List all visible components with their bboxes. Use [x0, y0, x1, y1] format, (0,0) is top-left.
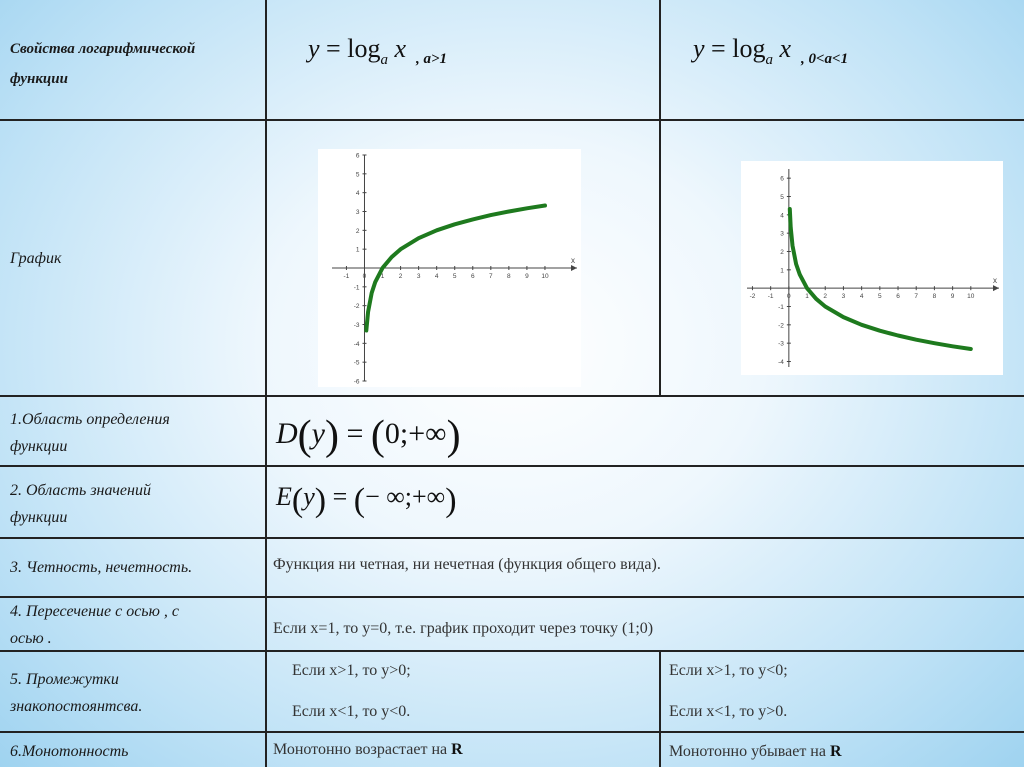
paren-close: ) — [445, 482, 457, 519]
domain-label-line1: 1.Область определения — [10, 411, 170, 428]
mono-label: 6.Монотонность — [10, 743, 129, 760]
row-divider — [0, 537, 1024, 539]
formula-x: x — [394, 34, 406, 63]
domain-arg: y — [311, 417, 325, 450]
mono-col1-set: R — [451, 741, 463, 758]
log-graph-increasing — [318, 149, 581, 387]
col-divider — [659, 650, 661, 767]
header-title-line1: Свойства логарифмической — [10, 41, 196, 57]
row-divider — [0, 395, 1024, 397]
chart-decreasing-svg — [741, 161, 1003, 375]
sign-col1-line1: Если x>1, то y>0; — [292, 662, 411, 679]
domain-value: 0;+∞ — [384, 417, 447, 450]
mono-col2-set: R — [829, 743, 842, 760]
x-axis-arrow — [993, 285, 999, 291]
formula-eq: = — [711, 34, 726, 63]
chart-increasing-svg — [318, 149, 581, 387]
formula-condition: , 0<a<1 — [801, 51, 849, 67]
range-label-line2: функции — [10, 509, 68, 526]
sign-col1-line2: Если x<1, то y<0. — [292, 703, 411, 720]
sign-col2-line1: Если x>1, то y<0; — [669, 662, 788, 679]
y-tick-label: -1 — [353, 284, 360, 292]
mono-col2-text: Монотонно убывает на — [669, 743, 826, 760]
mono-col1-text: Монотонно возрастает на — [273, 741, 448, 758]
parity-label: 3. Четность, нечетность. — [10, 559, 193, 576]
formula-base: a — [380, 52, 388, 68]
x-tick-label: 2 — [823, 293, 828, 301]
x-tick-label: 4 — [859, 293, 864, 301]
domain-fn: D — [276, 417, 298, 450]
mono-col2 — [669, 743, 842, 761]
y-tick-label: 4 — [355, 190, 360, 198]
parity-text: Функция ни четная, ни нечетная (функция общего вида). — [273, 556, 661, 573]
x-tick-label: 7 — [489, 273, 493, 280]
sign-label-line2: знакопостоянтсва. — [10, 698, 143, 715]
paren-open: ( — [297, 413, 312, 459]
x-tick-label: 6 — [470, 273, 475, 280]
intersect-label-line2: осью . — [10, 630, 52, 647]
intersect-label — [10, 598, 179, 652]
x-tick-label: 4 — [434, 273, 439, 280]
x-tick-label: 1 — [805, 293, 809, 301]
y-tick-label: -6 — [353, 378, 360, 386]
domain-label-line2: функции — [10, 438, 68, 455]
x-tick-label: 1 — [380, 273, 385, 280]
mono-col1 — [273, 741, 463, 759]
x-tick-label: 0 — [787, 293, 791, 301]
range-value: − ∞;+∞ — [365, 482, 446, 511]
x-axis-arrow — [571, 265, 577, 271]
col-divider — [265, 0, 267, 767]
y-tick-label: 6 — [355, 152, 360, 160]
range-label-line1: 2. Область значений — [10, 482, 151, 499]
x-tick-label: 10 — [541, 273, 549, 280]
x-tick-label: 2 — [398, 273, 403, 280]
range-arg: y — [303, 482, 315, 511]
y-tick-label: 2 — [780, 249, 784, 256]
formula-condition: , a>1 — [416, 51, 448, 67]
header-title — [10, 34, 195, 94]
x-axis-label: x — [993, 276, 997, 286]
x-tick-label: -2 — [749, 293, 756, 301]
x-tick-label: 7 — [914, 293, 919, 301]
paren-open: ( — [370, 413, 385, 459]
row-divider — [0, 119, 1024, 121]
y-tick-label: 5 — [355, 171, 360, 179]
y-tick-label: 6 — [780, 175, 784, 183]
x-tick-label: 5 — [878, 293, 882, 301]
x-tick-label: -1 — [767, 293, 774, 301]
paren-close: ) — [314, 482, 327, 519]
y-tick-label: -1 — [778, 304, 784, 311]
x-tick-label: 3 — [416, 273, 421, 280]
y-tick-label: 3 — [780, 230, 784, 238]
row-divider — [0, 465, 1024, 467]
range-fn: E — [276, 482, 292, 511]
y-tick-label: -3 — [778, 340, 784, 348]
y-tick-label: 5 — [780, 194, 784, 201]
formula-y: y — [693, 34, 705, 63]
sign-col2-line2: Если x<1, то y>0. — [669, 703, 788, 720]
graph-label: График — [10, 250, 62, 267]
y-tick-label: 3 — [355, 209, 360, 216]
range-formula: E(y) = (− ∞;+∞) — [276, 482, 457, 519]
log-graph-decreasing — [741, 161, 1003, 375]
x-tick-label: 10 — [967, 293, 975, 301]
x-tick-label: 8 — [932, 293, 937, 301]
x-tick-label: 0 — [362, 273, 367, 280]
paren-open: ( — [291, 482, 304, 519]
intersect-text: Если x=1, то y=0, т.е. график проходит через точку (1;0) — [273, 620, 654, 637]
y-tick-label: -3 — [353, 322, 360, 329]
domain-formula: D(y) = (0;+∞) — [276, 413, 461, 459]
formula-base: a — [765, 52, 773, 68]
x-tick-label: 6 — [896, 293, 900, 301]
x-tick-label: 9 — [525, 273, 529, 280]
y-tick-label: 2 — [355, 227, 360, 235]
row-divider — [0, 731, 1024, 733]
y-tick-label: -5 — [353, 359, 360, 367]
domain-label — [10, 406, 170, 460]
sign-label-line1: 5. Промежутки — [10, 671, 119, 688]
x-tick-label: -1 — [343, 273, 350, 280]
y-tick-label: 1 — [780, 267, 784, 275]
y-tick-label: -4 — [353, 340, 360, 348]
y-tick-label: -4 — [778, 359, 784, 366]
intersect-label-line1: 4. Пересечение с осью , с — [10, 603, 179, 620]
log-curve — [790, 209, 971, 349]
formula-log: log — [347, 34, 381, 63]
header-title-line2: функции — [10, 71, 68, 87]
formula-log: log — [732, 34, 766, 63]
col-divider — [659, 0, 661, 396]
paren-close: ) — [325, 413, 339, 459]
y-tick-label: -2 — [353, 303, 360, 311]
sign-label — [10, 666, 142, 720]
formula-y: y — [308, 34, 320, 63]
y-tick-label: 1 — [355, 246, 360, 254]
x-tick-label: 8 — [507, 273, 511, 280]
paren-close: ) — [446, 413, 461, 459]
x-tick-label: 5 — [452, 273, 457, 280]
y-tick-label: 4 — [780, 212, 784, 220]
formula-eq: = — [326, 34, 341, 63]
range-label — [10, 477, 151, 531]
x-tick-label: 9 — [950, 293, 955, 301]
formula-x: x — [779, 34, 791, 63]
formula-log-a-lt-1 — [693, 34, 849, 68]
x-tick-label: 3 — [841, 293, 846, 301]
paren-open: ( — [353, 482, 366, 519]
y-tick-label: -2 — [778, 322, 784, 330]
x-axis-label: x — [571, 256, 575, 265]
formula-log-a-gt-1 — [308, 34, 448, 68]
